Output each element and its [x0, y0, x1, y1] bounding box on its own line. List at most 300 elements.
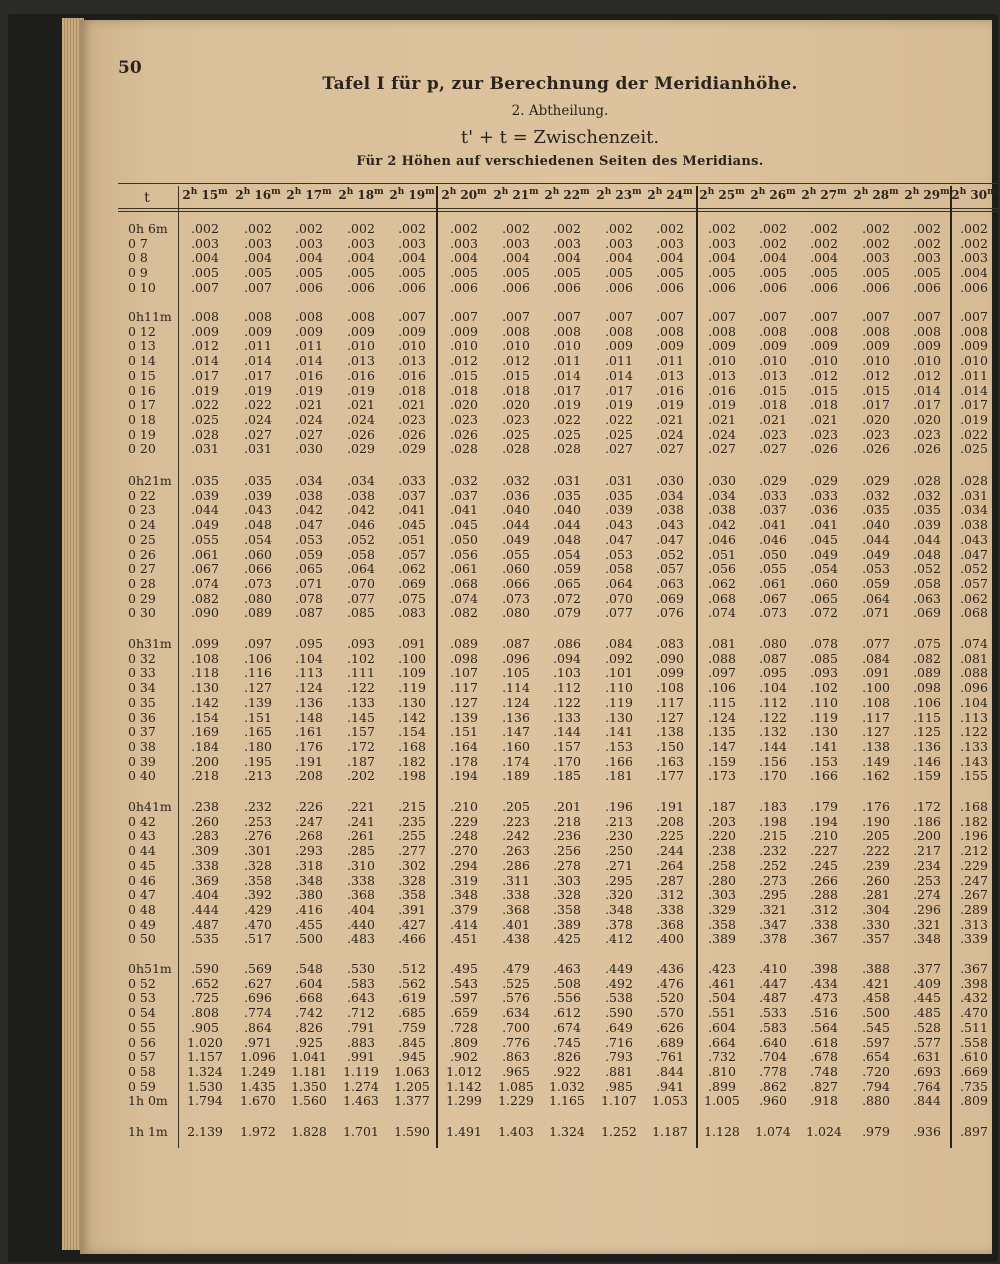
table-cell: .081 — [960, 650, 988, 666]
table-cell: .019 — [191, 382, 219, 398]
table-cell: .066 — [502, 575, 530, 591]
table-cell: .053 — [295, 531, 323, 547]
table-cell: .095 — [295, 636, 323, 651]
table-cell: .389 — [708, 931, 736, 947]
table-cell: .205 — [862, 828, 890, 844]
table-cell: .008 — [862, 323, 890, 339]
table-cell: 1.491 — [446, 1124, 482, 1139]
table-cell: .009 — [862, 338, 890, 354]
table-cell: .569 — [244, 961, 272, 976]
table-cell: 1.024 — [806, 1124, 842, 1139]
table-cell: .304 — [862, 901, 890, 917]
table-cell: .026 — [862, 441, 890, 457]
row-label: 0 39 — [128, 753, 156, 769]
table-cell: .044 — [191, 502, 219, 518]
table-cell: .010 — [960, 353, 988, 369]
table-cell: .082 — [913, 650, 941, 666]
table-cell: .368 — [656, 916, 684, 932]
table-cell: .712 — [347, 1005, 375, 1021]
table-cell: .009 — [244, 323, 272, 339]
table-cell: .011 — [960, 367, 988, 383]
row-label: 0 19 — [128, 426, 156, 442]
table-cell: .168 — [960, 799, 988, 814]
table-cell: 1.560 — [291, 1093, 327, 1109]
table-cell: .055 — [191, 531, 219, 547]
table-cell: .125 — [913, 724, 941, 740]
table-cell: .548 — [295, 961, 323, 976]
table-cell: .002 — [502, 221, 530, 236]
table-cell: .011 — [295, 338, 323, 354]
table-cell: .047 — [605, 531, 633, 547]
table-cell: .338 — [502, 887, 530, 903]
table-cell: .065 — [810, 590, 838, 606]
table-cell: .070 — [605, 590, 633, 606]
table-cell: .149 — [862, 753, 890, 769]
table-cell: .809 — [450, 1034, 478, 1050]
table-cell: .006 — [398, 279, 426, 295]
table-cell: .388 — [862, 961, 890, 976]
table-cell: .130 — [605, 709, 633, 725]
table-cell: .728 — [450, 1019, 478, 1035]
table-cell: .266 — [810, 872, 838, 888]
table-cell: .122 — [347, 680, 375, 696]
table-cell: .492 — [605, 975, 633, 991]
table-cell: .021 — [398, 397, 426, 413]
table-cell: .241 — [347, 813, 375, 829]
table-cell: .065 — [553, 575, 581, 591]
table-cell: .005 — [398, 265, 426, 281]
table-cell: .225 — [656, 828, 684, 844]
table-cell: .014 — [605, 367, 633, 383]
table-cell: .250 — [605, 843, 633, 859]
table-cell: .007 — [553, 309, 581, 324]
table-cell: .078 — [810, 636, 838, 651]
table-cell: .005 — [295, 265, 323, 281]
table-cell: .597 — [862, 1034, 890, 1050]
table-cell: .029 — [398, 441, 426, 457]
table-cell: .008 — [913, 323, 941, 339]
table-cell: .761 — [656, 1049, 684, 1065]
table-cell: .119 — [810, 709, 838, 725]
column-header: 2$^h$ 29$^m$ — [904, 187, 950, 202]
table-cell: .700 — [502, 1019, 530, 1035]
table-cell: .301 — [244, 843, 272, 859]
table-cell: .027 — [605, 441, 633, 457]
table-cell: .696 — [244, 990, 272, 1006]
table-cell: .117 — [450, 680, 478, 696]
table-cell: .130 — [398, 694, 426, 710]
table-cell: .146 — [913, 753, 941, 769]
table-cell: .018 — [810, 397, 838, 413]
table-cell: .276 — [244, 828, 272, 844]
table-cell: .338 — [810, 916, 838, 932]
table-cell: .021 — [759, 411, 787, 427]
table-cell: .142 — [191, 694, 219, 710]
table-cell: .220 — [708, 828, 736, 844]
table-cell: .404 — [191, 887, 219, 903]
table-cell: .226 — [295, 799, 323, 814]
table-cell: .016 — [295, 367, 323, 383]
table-cell: .102 — [347, 650, 375, 666]
table-cell: .776 — [502, 1034, 530, 1050]
table-cell: .022 — [191, 397, 219, 413]
table-cell: .377 — [913, 961, 941, 976]
table-cell: .161 — [295, 724, 323, 740]
table-cell: .091 — [398, 636, 426, 651]
table-cell: .427 — [398, 916, 426, 932]
table-cell: .444 — [191, 901, 219, 917]
table-cell: .583 — [759, 1019, 787, 1035]
table-cell: .187 — [347, 753, 375, 769]
table-cell: .185 — [553, 768, 581, 784]
table-cell: .348 — [605, 901, 633, 917]
table-cell: .023 — [913, 426, 941, 442]
table-cell: .035 — [862, 502, 890, 518]
table-cell: .060 — [244, 546, 272, 562]
table-cell: .033 — [759, 487, 787, 503]
table-cell: 1.063 — [394, 1063, 430, 1079]
table-cell: .358 — [553, 901, 581, 917]
table-cell: .002 — [759, 221, 787, 236]
row-label: 0 37 — [128, 724, 156, 740]
table-cell: .022 — [244, 397, 272, 413]
table-cell: .042 — [708, 517, 736, 533]
table-cell: .500 — [862, 1005, 890, 1021]
table-cell: .302 — [398, 857, 426, 873]
row-label: 0 35 — [128, 694, 156, 710]
table-cell: .238 — [191, 799, 219, 814]
table-cell: .410 — [759, 961, 787, 976]
table-cell: .067 — [191, 561, 219, 577]
table-cell: .002 — [295, 221, 323, 236]
table-cell: .619 — [398, 990, 426, 1006]
table-cell: .028 — [960, 473, 988, 488]
table-cell: .144 — [759, 738, 787, 754]
table-cell: .277 — [398, 843, 426, 859]
table-cell: .338 — [191, 857, 219, 873]
table-cell: .742 — [295, 1005, 323, 1021]
table-cell: .103 — [553, 665, 581, 681]
table-cell: .176 — [862, 799, 890, 814]
table-cell: .010 — [708, 353, 736, 369]
table-cell: .826 — [553, 1049, 581, 1065]
table-cell: .398 — [810, 961, 838, 976]
table-cell: .759 — [398, 1019, 426, 1035]
column-header: 2$^h$ 28$^m$ — [853, 187, 899, 202]
table-cell: .141 — [605, 724, 633, 740]
table-cell: .069 — [398, 575, 426, 591]
table-cell: .205 — [502, 799, 530, 814]
table-cell: .091 — [862, 665, 890, 681]
table-cell: .487 — [759, 990, 787, 1006]
table-cell: .154 — [191, 709, 219, 725]
table-cell: .033 — [398, 473, 426, 488]
table-cell: .019 — [553, 397, 581, 413]
table-cell: .748 — [810, 1063, 838, 1079]
table-cell: 1.249 — [240, 1063, 276, 1079]
table-cell: .626 — [656, 1019, 684, 1035]
table-cell: .520 — [656, 990, 684, 1006]
table-cell: .035 — [191, 473, 219, 488]
table-cell: 1.229 — [498, 1093, 534, 1109]
page-number: 50 — [118, 58, 142, 78]
table-cell: 1.128 — [704, 1124, 740, 1139]
table-cell: .031 — [960, 487, 988, 503]
table-cell: .087 — [759, 650, 787, 666]
table-cell: .015 — [759, 382, 787, 398]
table-cell: .745 — [553, 1034, 581, 1050]
table-cell: .512 — [398, 961, 426, 976]
table-cell: .077 — [347, 590, 375, 606]
row-label: 1h 0m — [128, 1093, 168, 1109]
table-cell: .049 — [502, 531, 530, 547]
table-cell: .287 — [656, 872, 684, 888]
table-cell: .009 — [191, 323, 219, 339]
table-cell: .093 — [347, 636, 375, 651]
table-cell: .083 — [656, 636, 684, 651]
table-cell: .004 — [450, 250, 478, 266]
table-cell: .936 — [913, 1124, 941, 1139]
table-cell: .004 — [553, 250, 581, 266]
table-cell: .143 — [960, 753, 988, 769]
row-label: 0 42 — [128, 813, 156, 829]
table-cell: .012 — [862, 367, 890, 383]
row-label: 0 10 — [128, 279, 156, 295]
table-cell: .104 — [960, 694, 988, 710]
table-cell: .012 — [502, 353, 530, 369]
table-cell: .037 — [398, 487, 426, 503]
row-label: 0 50 — [128, 931, 156, 947]
table-cell: .421 — [862, 975, 890, 991]
table-cell: .039 — [244, 487, 272, 503]
table-cell: .012 — [450, 353, 478, 369]
table-cell: .089 — [244, 605, 272, 621]
table-cell: .002 — [960, 221, 988, 236]
table-cell: .089 — [913, 665, 941, 681]
row-label: 0 15 — [128, 367, 156, 383]
table-cell: .029 — [810, 473, 838, 488]
table-cell: .054 — [553, 546, 581, 562]
table-cell: .009 — [450, 323, 478, 339]
table-cell: .328 — [553, 887, 581, 903]
row-label: 0 17 — [128, 397, 156, 413]
table-cell: .732 — [708, 1049, 736, 1065]
table-cell: .010 — [862, 353, 890, 369]
table-cell: .003 — [191, 235, 219, 251]
table-cell: .023 — [862, 426, 890, 442]
table-cell: .583 — [347, 975, 375, 991]
table-cell: .556 — [553, 990, 581, 1006]
table-cell: .117 — [656, 694, 684, 710]
table-cell: .038 — [656, 502, 684, 518]
table-cell: .476 — [656, 975, 684, 991]
table-cell: .288 — [810, 887, 838, 903]
row-label: 0h31m — [128, 636, 172, 651]
table-cell: .003 — [960, 250, 988, 266]
table-cell: .525 — [502, 975, 530, 991]
table-cell: .057 — [398, 546, 426, 562]
table-cell: 1.005 — [704, 1093, 740, 1109]
table-cell: .198 — [759, 813, 787, 829]
table-cell: .005 — [862, 265, 890, 281]
table-cell: .008 — [759, 323, 787, 339]
table-cell: .545 — [862, 1019, 890, 1035]
table-cell: .035 — [913, 502, 941, 518]
table-cell: .124 — [295, 680, 323, 696]
table-cell: .401 — [502, 916, 530, 932]
table-cell: .003 — [553, 235, 581, 251]
table-cell: .319 — [450, 872, 478, 888]
table-cell: .028 — [450, 441, 478, 457]
row-label: 0 12 — [128, 323, 156, 339]
table-cell: .162 — [862, 768, 890, 784]
table-cell: .002 — [244, 221, 272, 236]
table-cell: .925 — [295, 1034, 323, 1050]
table-cell: .693 — [913, 1063, 941, 1079]
table-cell: .008 — [295, 309, 323, 324]
table-cell: .268 — [295, 828, 323, 844]
table-cell: .043 — [244, 502, 272, 518]
table-cell: .042 — [347, 502, 375, 518]
table-cell: .150 — [656, 738, 684, 754]
table-cell: .020 — [450, 397, 478, 413]
table-cell: .899 — [708, 1078, 736, 1094]
table-cell: .021 — [347, 397, 375, 413]
table-cell: .151 — [450, 724, 478, 740]
table-cell: .348 — [450, 887, 478, 903]
table-cell: .528 — [913, 1019, 941, 1035]
table-cell: .082 — [191, 590, 219, 606]
table-cell: .261 — [347, 828, 375, 844]
table-cell: .002 — [347, 221, 375, 236]
table-cell: .200 — [191, 753, 219, 769]
table-cell: .449 — [605, 961, 633, 976]
table-cell: .027 — [295, 426, 323, 442]
table-cell: .423 — [708, 961, 736, 976]
table-cell: .200 — [913, 828, 941, 844]
table-cell: .187 — [708, 799, 736, 814]
column-header: 2$^h$ 19$^m$ — [389, 187, 435, 202]
table-cell: .087 — [295, 605, 323, 621]
table-cell: .059 — [862, 575, 890, 591]
table-cell: .328 — [398, 872, 426, 888]
table-cell: .271 — [605, 857, 633, 873]
table-cell: .030 — [295, 441, 323, 457]
table-cell: .039 — [913, 517, 941, 533]
table-cell: .238 — [708, 843, 736, 859]
table-cell: .011 — [605, 353, 633, 369]
table-cell: .009 — [398, 323, 426, 339]
table-cell: .094 — [553, 650, 581, 666]
table-cell: .019 — [295, 382, 323, 398]
table-cell: .215 — [759, 828, 787, 844]
table-cell: .138 — [862, 738, 890, 754]
row-label: 0 38 — [128, 738, 156, 754]
table-cell: .002 — [605, 221, 633, 236]
table-cell: .006 — [605, 279, 633, 295]
table-cell: .008 — [502, 323, 530, 339]
table-cell: .051 — [398, 531, 426, 547]
row-label: 0 24 — [128, 517, 156, 533]
table-cell: 1.299 — [446, 1093, 482, 1109]
table-cell: .002 — [913, 221, 941, 236]
table-cell: .003 — [708, 235, 736, 251]
table-cell: .991 — [347, 1049, 375, 1065]
table-cell: 1.041 — [291, 1049, 327, 1065]
table-cell: .062 — [960, 590, 988, 606]
table-cell: .019 — [244, 382, 272, 398]
table-cell: .068 — [960, 605, 988, 621]
table-cell: .004 — [605, 250, 633, 266]
row-label: 0 9 — [128, 265, 148, 281]
table-cell: .124 — [708, 709, 736, 725]
table-cell: .163 — [656, 753, 684, 769]
table-cell: .669 — [960, 1063, 988, 1079]
table-cell: .064 — [605, 575, 633, 591]
table-cell: .115 — [913, 709, 941, 725]
table-cell: .007 — [960, 309, 988, 324]
table-cell: .147 — [502, 724, 530, 740]
table-cell: .190 — [862, 813, 890, 829]
table-cell: .026 — [810, 441, 838, 457]
table-cell: .014 — [191, 353, 219, 369]
table-cell: 1.530 — [187, 1078, 223, 1094]
table-cell: .321 — [759, 901, 787, 917]
table-cell: 1.085 — [498, 1078, 534, 1094]
table-cell: .170 — [759, 768, 787, 784]
row-header: t — [144, 190, 150, 206]
table-cell: .003 — [862, 250, 890, 266]
table-cell: .019 — [708, 397, 736, 413]
table-cell: .043 — [605, 517, 633, 533]
table-cell: .003 — [295, 235, 323, 251]
table-cell: .704 — [759, 1049, 787, 1065]
table-cell: .044 — [502, 517, 530, 533]
table-cell: .013 — [708, 367, 736, 383]
table-cell: .036 — [810, 502, 838, 518]
table-cell: .002 — [913, 235, 941, 251]
table-cell: .181 — [605, 768, 633, 784]
table-cell: .309 — [191, 843, 219, 859]
table-cell: .027 — [244, 426, 272, 442]
table-cell: .056 — [708, 561, 736, 577]
header-bottom-rule-2 — [118, 211, 998, 212]
table-cell: .024 — [295, 411, 323, 427]
table-cell: .922 — [553, 1063, 581, 1079]
table-cell: .022 — [553, 411, 581, 427]
table-cell: .003 — [656, 235, 684, 251]
table-cell: .007 — [450, 309, 478, 324]
table-cell: .210 — [450, 799, 478, 814]
table-cell: .643 — [347, 990, 375, 1006]
table-cell: .348 — [295, 872, 323, 888]
table-cell: .052 — [347, 531, 375, 547]
table-cell: .668 — [295, 990, 323, 1006]
table-cell: .006 — [656, 279, 684, 295]
table-cell: .024 — [656, 426, 684, 442]
table-cell: .253 — [244, 813, 272, 829]
table-cell: .169 — [191, 724, 219, 740]
table-cell: .017 — [553, 382, 581, 398]
table-cell: .425 — [553, 931, 581, 947]
table-cell: .031 — [605, 473, 633, 488]
table-cell: .338 — [656, 901, 684, 917]
table-cell: 1.032 — [549, 1078, 585, 1094]
table-cell: .008 — [810, 323, 838, 339]
table-cell: .014 — [913, 382, 941, 398]
row-label: 0h 6m — [128, 221, 168, 236]
table-cell: .196 — [605, 799, 633, 814]
